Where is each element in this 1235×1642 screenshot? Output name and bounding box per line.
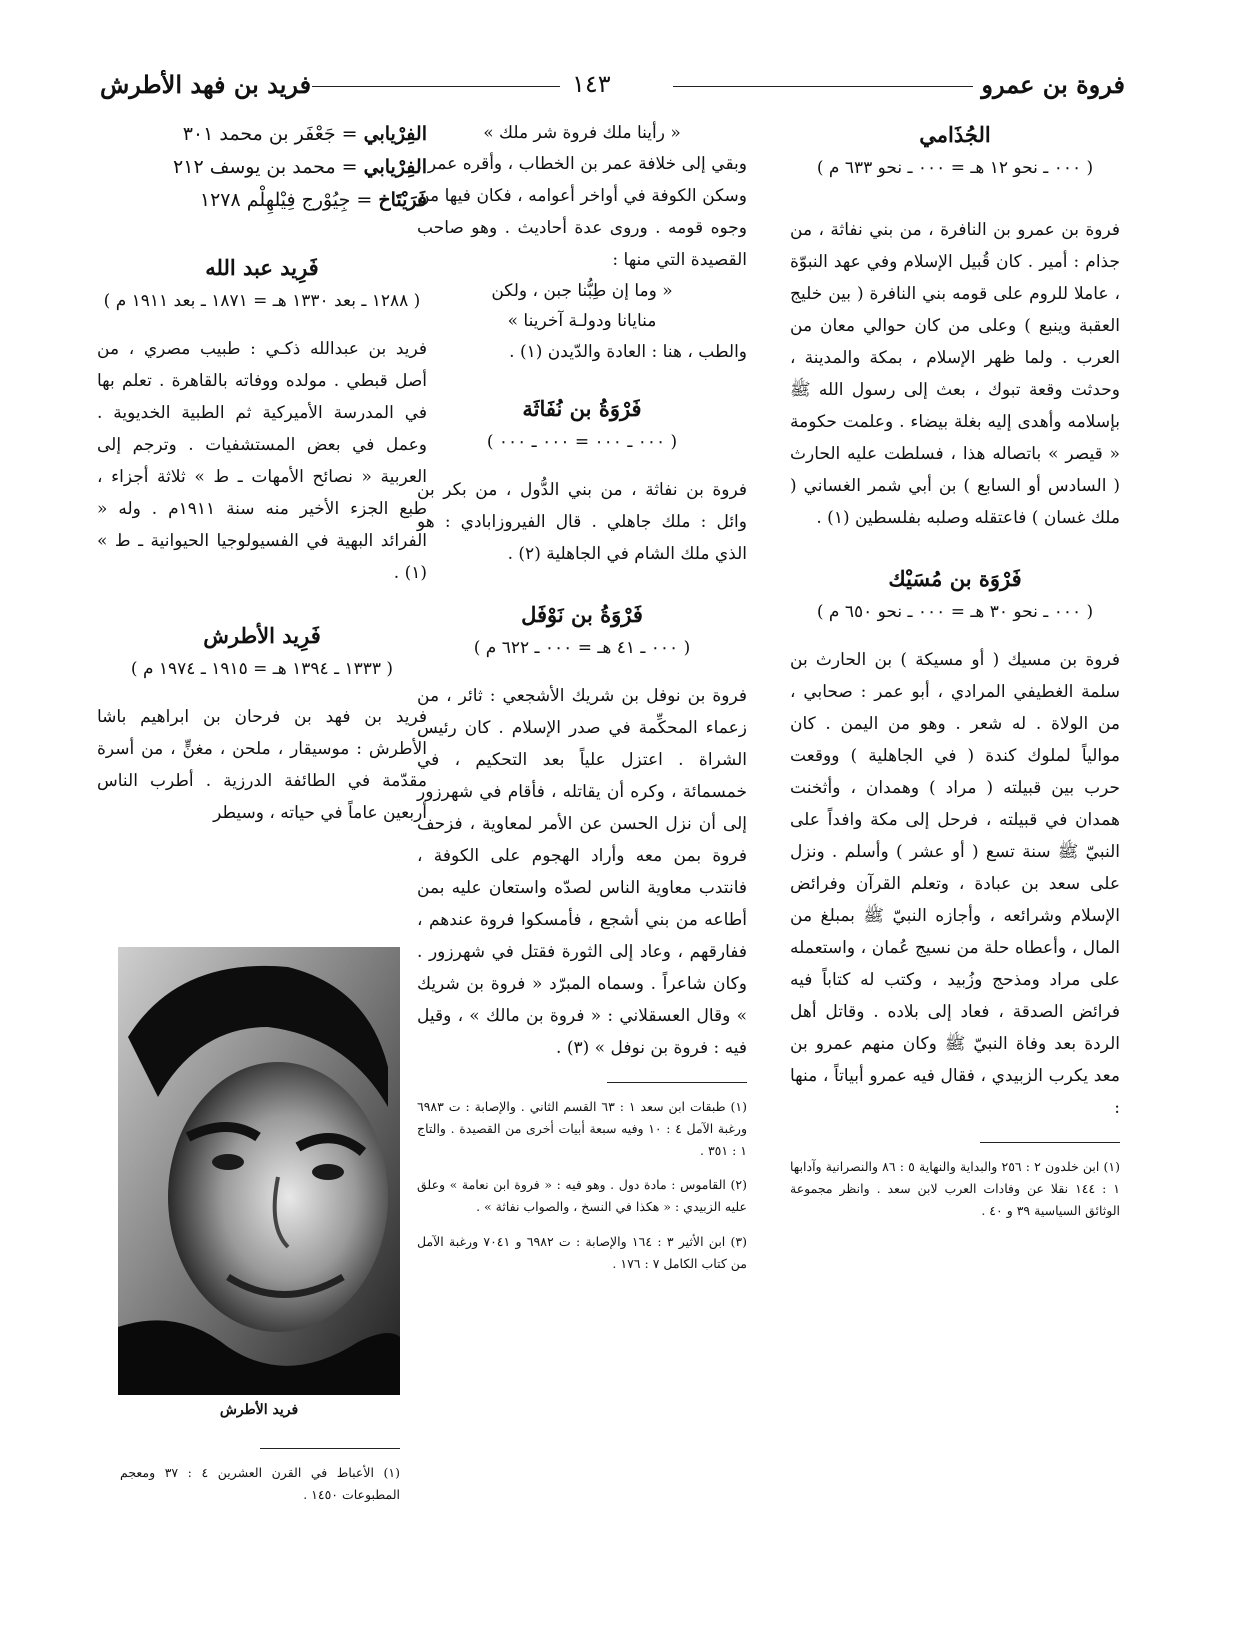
entry-dates: ( ٠٠٠ ـ نحو ٣٠ هـ = ٠٠٠ ـ نحو ٦٥٠ م ) — [816, 602, 1094, 622]
photo-caption: فريد الأطرش — [219, 1402, 299, 1418]
entry-body: فريد بن فهد بن فرحان بن ابراهيم باشا الأطرش : موسيقار ، ملحن ، مغنٍّ ، من أسرة مقدّمة في الطائفة الدرزية . أطرب الناس أربعين عاماً في حياته ، وسيطر — [97, 707, 427, 823]
xref-target: محمد بن يوسف ٢١٢ — [173, 156, 336, 178]
column-left — [97, 118, 427, 829]
portrait-image — [118, 947, 400, 1395]
header-rule-left — [312, 86, 560, 87]
xref-name: فَرَيْتَاخ — [378, 189, 427, 211]
verse-line: منايانا ودولـة آخرينا » — [507, 311, 657, 331]
entry-dates: ( ٠٠٠ ـ ٠٠٠ = ٠٠٠ ـ ٠٠٠ ) — [486, 432, 678, 452]
xref-target: جَعْفَر بن محمد ٣٠١ — [182, 123, 336, 145]
cross-reference: فَرَيْتَاخ = جِيُوْرج فِيْلهِلْم ١٢٧٨ — [199, 189, 427, 211]
header-rule-right — [673, 86, 973, 87]
portrait-photo — [118, 947, 400, 1395]
page-number: ١٤٣ — [572, 70, 611, 98]
entry-body: فروة بن نوفل بن شريك الأشجعي : ثائر ، من زعماء المحكِّمة في صدر الإسلام . كان رئيس الشراة . اعتزل علياً بعد التحكيم ، في خمسمائة ، وكره أن يقاتله ، فأقام في شهرزور إلى أن نزل الحسن عن الأمر لمعاوية ، فزحف فروة بمن معه وأراد الهجوم على الكوفة ، فانتدب معاوية الناس لصدّه واستعان عليه بمن أطاعه من بني أشجع ، فأمسكوا فروة عندهم ، ففارقهم ، وعاد إلى الثورة فقتل في شهرزور . وكان شاعراً . وسماه المبرّد « فروة بن شريك » وقال العسقلاني : « فروة بن مالك » ، وقيل فيه : فروة بن نوفل » (٣) . — [417, 686, 747, 1058]
running-head-right: فروة بن عمرو — [981, 70, 1125, 99]
footnote-rule — [260, 1448, 400, 1449]
entry-title: فَرْوَة بن مُسَيْك — [888, 566, 1022, 591]
footnote-rule — [980, 1142, 1120, 1143]
footnote: (١) ابن خلدون ٢ : ٢٥٦ والبداية والنهاية ٥ : ٨٦ والنصرانية وآدابها ١ : ١٤٤ نقلا عن وفادات العرب لابن سعد . وانظر مجموعة الوثائق السياسية ٣٩ و ٤٠ . — [790, 1158, 1120, 1218]
entry-title: فَرْوَةُ بن نُفَاثَة — [522, 396, 642, 421]
entry-title: الجُذَامي — [919, 122, 991, 147]
verse-line: « وما إن طِبُّنا جبن ، ولكن — [491, 281, 673, 301]
entry-body: فروة بن عمرو بن النافرة ، من بني نفاثة ، من جذام : أمير . كان قُبيل الإسلام وفي عهد النبوّة ، عاملا للروم على قومه بني النافرة ( بين خليج العقبة وينبع ) وعلى من كان حوالي معان من العرب . ولما ظهر الإسلام ، بمكة والمدينة ، وحدثت وقعة تبوك ، بعث إلى رسول الله ﷺ بإسلامه وأهدى إليه بغلة بيضاء . وعلمت حكومة « قيصر » باتصاله هذا ، فسلطت عليه الحارث ( السادس أو السابع ) بن أبي شمر الغساني ( ملك غسان ) فاعتقله وصلبه بفلسطين (١) . — [790, 220, 1120, 528]
footnote-rule — [607, 1082, 747, 1083]
entry-body: فريد بن عبدالله ذكـي : طبيب مصري ، من أصل قبطي . مولده ووفاته بالقاهرة . تعلم بها في المدرسة الأميركية ثم الطبية الخديوية . وعمل في بعض المستشفيات . وترجم إلى العربية « نصائح الأمهات ـ ط » ثلاثة أجزاء ، طبع الجزء الأخير منه سنة ١٩١١م . وله « الفرائد البهية في الفسيولوجيا الحيوانية ـ ط » (١) . — [97, 339, 427, 583]
entry-body: فروة بن مسيك ( أو مسيكة ) بن الحارث بن سلمة الغطيفي المرادي ، أبو عمر : صحابي ، من الولاة . له شعر . وهو من اليمن . كان موالياً لملوك كندة ( في الجاهلية ) ووقعت حرب بين قبيلته ( مراد ) وهمدان ، وأثخنت همدان في قبيلته ، فرحل إلى مكة وافداً على النبيّ ﷺ سنة تسع ( أو عشر ) وأسلم . ونزل على سعد بن عبادة ، وتعلم القرآن وفرائض الإسلام وشرائعه ، وأجازه النبيّ ﷺ بمبلغ من المال ، وأعطاه حلة من نسيج عُمان ، واستعمله على مراد ومذحج وزُبيد ، وكتب له كتاباً فيه فرائض الصدقة ، فعاد إلى بلاده . وقاتل أهل الردة بعد وفاة النبيّ ﷺ وكان منهم عمرو بن معد يكرب الزبيدي ، فقال فيه عمرو أبياتاً ، منها : — [790, 650, 1120, 1118]
entry-dates: ( ٠٠٠ ـ نحو ١٢ هـ = ٠٠٠ ـ نحو ٦٣٣ م ) — [816, 158, 1094, 178]
entry-dates: ( ١٣٣٣ ـ ١٣٩٤ هـ = ١٩١٥ ـ ١٩٧٤ م ) — [130, 659, 394, 679]
left-footnote-block — [120, 1448, 400, 1518]
entry-title: فَرِيد عبد الله — [205, 255, 319, 280]
footnote: (٣) ابن الأثير ٣ : ١٦٤ والإصابة : ت ٦٩٨٢ و ٧٠٤١ ورغبة الآمل من كتاب الكامل ٧ : ١٧٦ . — [417, 1233, 748, 1271]
entry-body: والطب ، هنا : العادة والدّيدن (١) . — [509, 342, 747, 362]
running-head-left: فريد بن فهد الأطرش — [100, 70, 312, 99]
entry-body: وبقي إلى خلافة عمر بن الخطاب ، وأقره عمر . وسكن الكوفة في أواخر أعوامه ، فكان فيها من وجوه قومه . وروى عدة أحاديث . وهو صاحب القصيدة التي منها : — [417, 154, 747, 270]
xref-name: الفِرْيابي — [363, 123, 427, 145]
verse-line: « رأينا ملك فروة شر ملك » — [483, 123, 681, 143]
xref-name: الفِرْيابي — [363, 156, 427, 178]
entry-title: فَرْوَةُ بن نَوْفَل — [521, 602, 643, 627]
footnote: (١) الأعباط في القرن العشرين ٤ : ٣٧ ومعجم المطبوعات ١٤٥٠ . — [120, 1464, 401, 1502]
entry-title: فَرِيد الأطرش — [203, 623, 321, 648]
footnote: (١) طبقات ابن سعد ١ : ٦٣ القسم الثاني . والإصابة : ت ٦٩٨٣ ورغبة الآمل ٤ : ١٠ وفيه سبعة أبيات أخرى من القصيدة . والتاج ١ : ٣٥١ . — [417, 1098, 747, 1158]
cross-reference: الفِرْيابي = جَعْفَر بن محمد ٣٠١ — [182, 123, 427, 145]
footnote: (٢) القاموس : مادة دول . وهو فيه : « فروة ابن نعامة » وعلق عليه الزبيدي : « هكذا في النسخ ، والصواب نفاثة » . — [417, 1177, 747, 1214]
entry-dates: ( ٠٠٠ ـ ٤١ هـ = ٠٠٠ ـ ٦٢٢ م ) — [473, 638, 691, 658]
xref-target: جِيُوْرج فِيْلهِلْم ١٢٧٨ — [199, 189, 351, 211]
column-right — [790, 118, 1120, 1234]
entry-dates: ( ١٢٨٨ ـ بعد ١٣٣٠ هـ = ١٨٧١ ـ بعد ١٩١١ م ) — [103, 291, 421, 311]
cross-reference: الفِرْيابي = محمد بن يوسف ٢١٢ — [173, 156, 427, 178]
entry-body: فروة بن نفاثة ، من بني الدُّول ، من بكر بن وائل : ملك جاهلي . قال الفيروزابادي : هو الذي ملك الشام في الجاهلية (٢) . — [417, 480, 747, 564]
column-middle — [417, 118, 747, 1287]
